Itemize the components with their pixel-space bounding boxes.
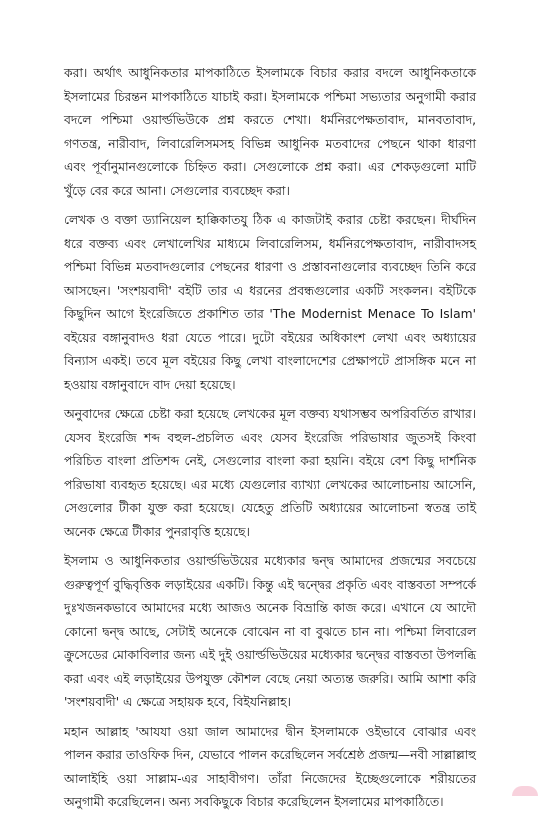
corner-decoration — [512, 786, 538, 796]
paragraph-translation-notes: অনুবাদের ক্ষেত্রে চেষ্টা করা হয়েছে লেখকের মূল বক্তব্য যথাসম্ভব অপরিবর্তিত রাখার। যেসব ইংরেজি শব্দ বহুল-প্রচলিত এবং যেসব ইংরেজি পরিভাষার জুতসই কিংবা পরিচিত বাংলা প্রতিশব্দ নেই, সেগুলোর বাংলা করা হয়নি। বইয়ে বেশ কিছু দার্শনিক পরিভাষা ব্যবহৃত হয়েছে। এর মধ্যে যেগুলোর ব্যাখ্যা লেখকের আলোচনায় আসেনি, সেগুলোর টীকা যুক্ত করা হয়েছে। যেহেতু প্রতিটি অধ্যায়ের আলোচনা স্বতন্ত্র তাই অনেক ক্ষেত্রে টীকার পুনরাবৃত্তি হয়েছে। — [64, 407, 476, 539]
paragraph-author-and-book: লেখক ও বক্তা ড্যানিয়েল হাক্কিকাতযু ঠিক এ কাজটাই করার চেষ্টা করছেন। দীর্ঘদিন ধরে বক্তব্য এবং লেখালেখির মাধ্যমে লিবারেলিসম, ধর্মনিরপেক্ষতাবাদ, নারীবাদসহ পশ্চিমা বিভিন্ন মতবাদগুলোর পেছনের ধারণা ও প্রস্তাবনাগুলোর ব্যবচ্ছেদ তিনি করে আসছেন। 'সংশয়বাদী' বইটি তার এ ধরনের প্রবন্ধগুলোর একটি সংকলন। বইটিকে কিছুদিন আগে ইংরেজিতে প্রকাশিত তার 'The Modernist Menace To Islam' বইয়ের বঙ্গানুবাদও ধরা যেতে পারে। দুটো বইয়ের অধিকাংশ লেখা এবং অধ্যায়ের বিন্যাস একই। তবে মূল বইয়ের কিছু লেখা বাংলাদেশের প্রেক্ষাপটে প্রাসঙ্গিক মনে না হওয়ায় বঙ্গানুবাদে বাদ দেয়া হয়েছে। — [64, 213, 476, 392]
paragraph-modernity-critique: করা। অর্থাৎ আধুনিকতার মাপকাঠিতে ইসলামকে বিচার করার বদলে আধুনিকতাকে ইসলামের চিরন্তন মাপকাঠিতে যাচাই করা। ইসলামকে পশ্চিমা সভ্যতার অনুগামী করার বদলে পশ্চিমা ওয়ার্ল্ডভিউকে প্রশ্ন করতে শেখা। ধর্মনিরপেক্ষতাবাদ, মানবতাবাদ, গণতন্ত্র, নারীবাদ, লিবারেলিসমসহ বিভিন্ন আধুনিক মতবাদের পেছনে থাকা ধারণা এবং পূর্বানুমানগুলোকে চিহ্নিত করা। সেগুলোকে প্রশ্ন করা। এর শেকড়গুলো মাটি খুঁড়ে বের করে আনা। সেগুলোর ব্যবচ্ছেদ করা। — [64, 66, 476, 198]
book-page-body — [64, 62, 476, 815]
paragraph-worldview-conflict: ইসলাম ও আধুনিকতার ওয়ার্ল্ডভিউয়ের মধ্যেকার দ্বন্দ্ব আমাদের প্রজন্মের সবচেয়ে গুরুত্বপূর্ণ বুদ্ধিবৃত্তিক লড়াইয়ের একটি। কিন্তু এই দ্বন্দ্বের প্রকৃতি এবং বাস্তবতা সম্পর্কে দুঃখজনকভাবে আমাদের মধ্যে আজও অনেক বিভ্রান্তি কাজ করে। এখানে যে আদৌ কোনো দ্বন্দ্ব আছে, সেটাই অনেকে বোঝেন না বা বুঝতে চান না। পশ্চিমা লিবারেল ক্রুসেডের মোকাবিলার জন্য এই দুই ওয়ার্ল্ডভিউয়ের মধ্যেকার দ্বন্দ্বের বাস্তবতা উপলব্ধি করা এবং এই লড়াইয়ের উপযুক্ত কৌশল বেছে নেয়া অত্যন্ত জরুরি। আমি আশা করি 'সংশয়বাদী' এ ক্ষেত্রে সহায়ক হবে, বিইযনিল্লাহ। — [64, 554, 476, 709]
paragraph-closing-prayer: মহান আল্লাহ 'আযযা ওয়া জাল আমাদের দ্বীন ইসলামকে ওইভাবে বোঝার এবং পালন করার তাওফিক দিন, যেভাবে পালন করেছিলেন সর্বশ্রেষ্ঠ প্রজন্ম—নবী সাল্লাল্লাহু আলাইহি ওয়া সাল্লাম-এর সাহাবীগণ। তাঁরা নিজেদের ইচ্ছেগুলোকে শরীয়তের অনুগামী করেছিলেন। অন্য সবকিছুকে বিচার করেছিলেন ইসলামের মাপকাঠিতে। — [64, 724, 476, 809]
